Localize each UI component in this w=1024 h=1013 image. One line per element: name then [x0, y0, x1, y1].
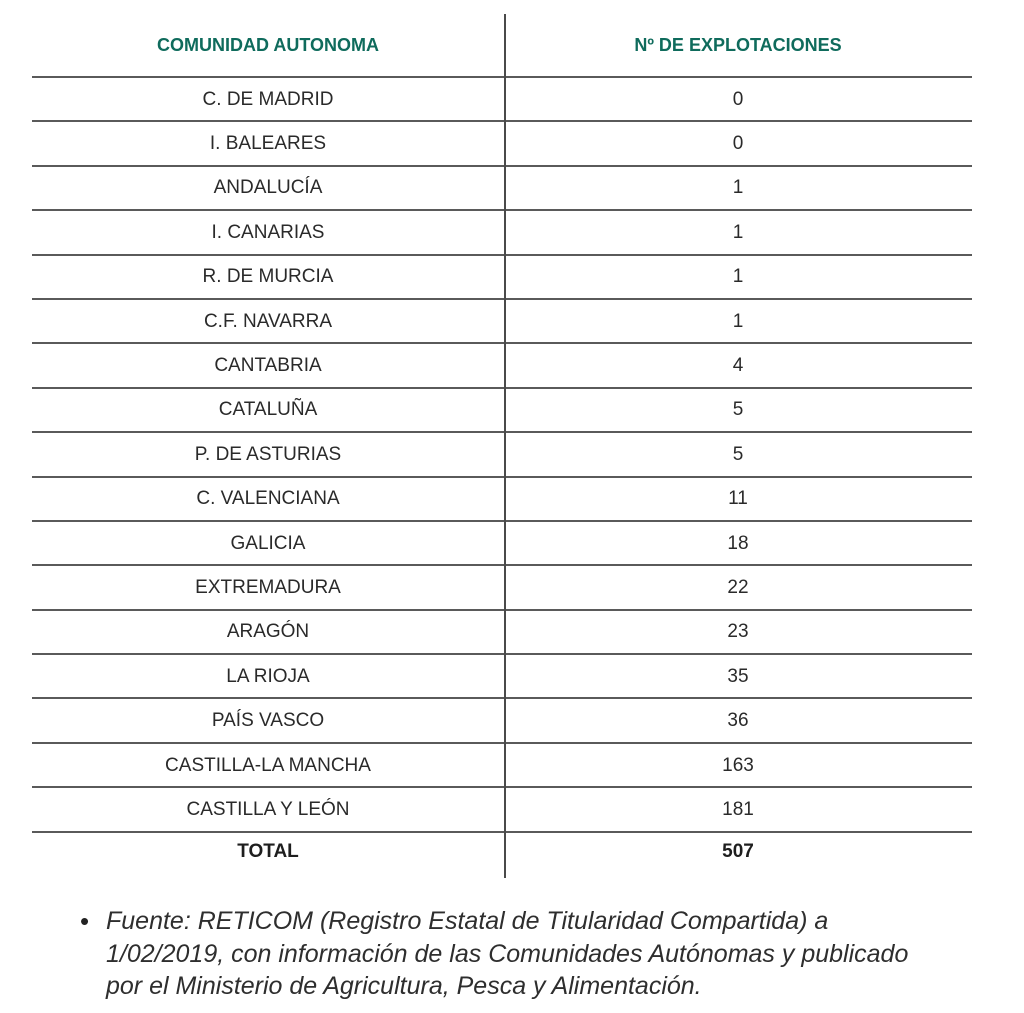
- row-count: 1: [732, 221, 744, 243]
- row-count: 1: [732, 310, 744, 332]
- table-row: [32, 699, 972, 743]
- total-label: TOTAL: [237, 841, 299, 863]
- row-region: CASTILLA Y LEÓN: [186, 798, 350, 820]
- table-row: [32, 655, 972, 699]
- row-region: C. DE MADRID: [202, 88, 334, 110]
- row-count: 1: [732, 266, 744, 288]
- row-count: 18: [727, 532, 749, 554]
- row-count: 181: [722, 798, 754, 820]
- row-region: LA RIOJA: [226, 665, 310, 687]
- row-count: 35: [727, 665, 749, 687]
- table-row: [32, 744, 972, 788]
- table-row: [32, 478, 972, 522]
- total-count: 507: [722, 841, 754, 863]
- table-row: [32, 78, 972, 122]
- table-row: [32, 122, 972, 166]
- table-row: [32, 611, 972, 655]
- table-row: [32, 167, 972, 211]
- header-count: Nº DE EXPLOTACIONES: [634, 35, 842, 55]
- table-row: [32, 300, 972, 344]
- table-row: [32, 256, 972, 300]
- row-region: C. VALENCIANA: [196, 488, 340, 510]
- row-count: 4: [732, 355, 744, 377]
- table-row: [32, 566, 972, 610]
- row-count: 11: [728, 488, 748, 510]
- row-count: 0: [732, 88, 744, 110]
- row-count: 163: [722, 754, 754, 776]
- row-region: CASTILLA-LA MANCHA: [165, 754, 371, 776]
- row-region: ARAGÓN: [226, 621, 310, 643]
- row-region: I. CANARIAS: [211, 221, 325, 243]
- source-footnote: [80, 905, 940, 1003]
- row-region: EXTREMADURA: [195, 576, 341, 598]
- table-row: [32, 522, 972, 566]
- row-count: 23: [727, 621, 749, 643]
- row-count: 5: [732, 399, 744, 421]
- table-row: [32, 211, 972, 255]
- row-region: P. DE ASTURIAS: [194, 443, 342, 465]
- row-count: 5: [732, 443, 744, 465]
- row-region: CATALUÑA: [218, 399, 318, 421]
- row-count: 1: [732, 177, 744, 199]
- table-header-row: [32, 14, 972, 78]
- table-row: [32, 433, 972, 477]
- explotaciones-table: [32, 14, 972, 871]
- row-count: 0: [732, 133, 744, 155]
- row-region: GALICIA: [230, 532, 306, 554]
- table-body: [32, 78, 972, 833]
- row-region: R. DE MURCIA: [202, 266, 334, 288]
- table-row: [32, 788, 972, 832]
- row-region: I. BALEARES: [209, 133, 327, 155]
- row-region: ANDALUCÍA: [213, 177, 323, 199]
- row-region: C.F. NAVARRA: [203, 310, 333, 332]
- table-row: [32, 389, 972, 433]
- row-count: 22: [727, 576, 749, 598]
- row-count: 36: [727, 710, 749, 732]
- bullet-icon: •: [80, 906, 90, 936]
- column-divider: [504, 14, 506, 878]
- table-total-row: [32, 833, 972, 871]
- footnote-text: Fuente: RETICOM (Registro Estatal de Titularidad Compartida) a 1/02/2019, con información de las Comunidades Autónomas y publicado por el Ministerio de Agricultura, Pesca y Alimentación.: [106, 907, 909, 1000]
- row-region: CANTABRIA: [214, 355, 322, 377]
- row-region: PAÍS VASCO: [211, 710, 325, 732]
- header-region: COMUNIDAD AUTONOMA: [157, 35, 379, 55]
- table-row: [32, 344, 972, 388]
